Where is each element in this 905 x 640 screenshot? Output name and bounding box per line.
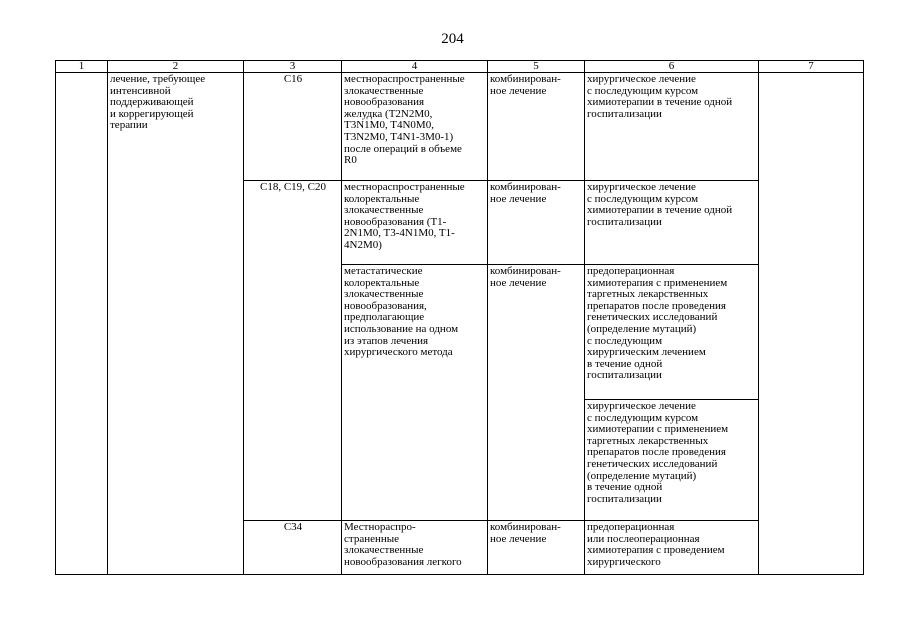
diagnosis-cell: местнораспространенные колоректальные злокачественные новообразования (T1- 2N1M0, T3-4N1M0, T1- 4N2M0) [342, 181, 488, 265]
icd-code-cell: C16 [244, 73, 342, 181]
table-row [56, 73, 864, 181]
treatment-method-cell: предоперационная химиотерапия с применением таргетных лекарственных препаратов после проведения генетических исследований (определение мутаций) с последующим хирургическим лечением в течение одной госпитализации [585, 265, 759, 400]
column-number: 2 [108, 61, 244, 73]
medical-care-table [55, 60, 864, 575]
diagnosis-cell: Местнораспро- страненные злокачественные новообразования легкого [342, 521, 488, 575]
notes-cell [759, 73, 864, 575]
treatment-method-cell: хирургическое лечение с последующим курсом химиотерапии с применением таргетных лекарственных препаратов после проведения генетических исследований (определение мутаций) в течение одной госпитализации [585, 400, 759, 521]
care-type-cell: лечение, требующее интенсивной поддерживающей и коррегирующей терапии [108, 73, 244, 575]
diagnosis-cell: метастатические колоректальные злокачественные новообразования, предполагающие использование на одном из этапов лечения хирургического метода [342, 265, 488, 521]
patient-model-cell: комбинирован- ное лечение [488, 521, 585, 575]
column-number: 1 [56, 61, 108, 73]
patient-model-cell: комбинирован- ное лечение [488, 181, 585, 265]
treatment-method-cell: хирургическое лечение с последующим курсом химиотерапии в течение одной госпитализации [585, 73, 759, 181]
column-number: 4 [342, 61, 488, 73]
column-number: 6 [585, 61, 759, 73]
patient-model-cell: комбинирован- ное лечение [488, 73, 585, 181]
patient-model-cell: комбинирован- ное лечение [488, 265, 585, 521]
column-number-row [56, 61, 864, 73]
row-number-cell [56, 73, 108, 575]
treatment-method-cell: хирургическое лечение с последующим курсом химиотерапии в течение одной госпитализации [585, 181, 759, 265]
column-number: 7 [759, 61, 864, 73]
icd-code-cell: C34 [244, 521, 342, 575]
column-number: 3 [244, 61, 342, 73]
column-number: 5 [488, 61, 585, 73]
icd-code-cell: C18, C19, C20 [244, 181, 342, 521]
page-number: 204 [441, 31, 464, 47]
treatment-method-cell: предоперационная или послеоперационная химиотерапия с проведением хирургического [585, 521, 759, 575]
diagnosis-cell: местнораспространенные злокачественные новообразования желудка (T2N2M0, T3N1M0, T4N0M0, T3N2M0, T4N1-3M0-1) после операций в объеме R0 [342, 73, 488, 181]
